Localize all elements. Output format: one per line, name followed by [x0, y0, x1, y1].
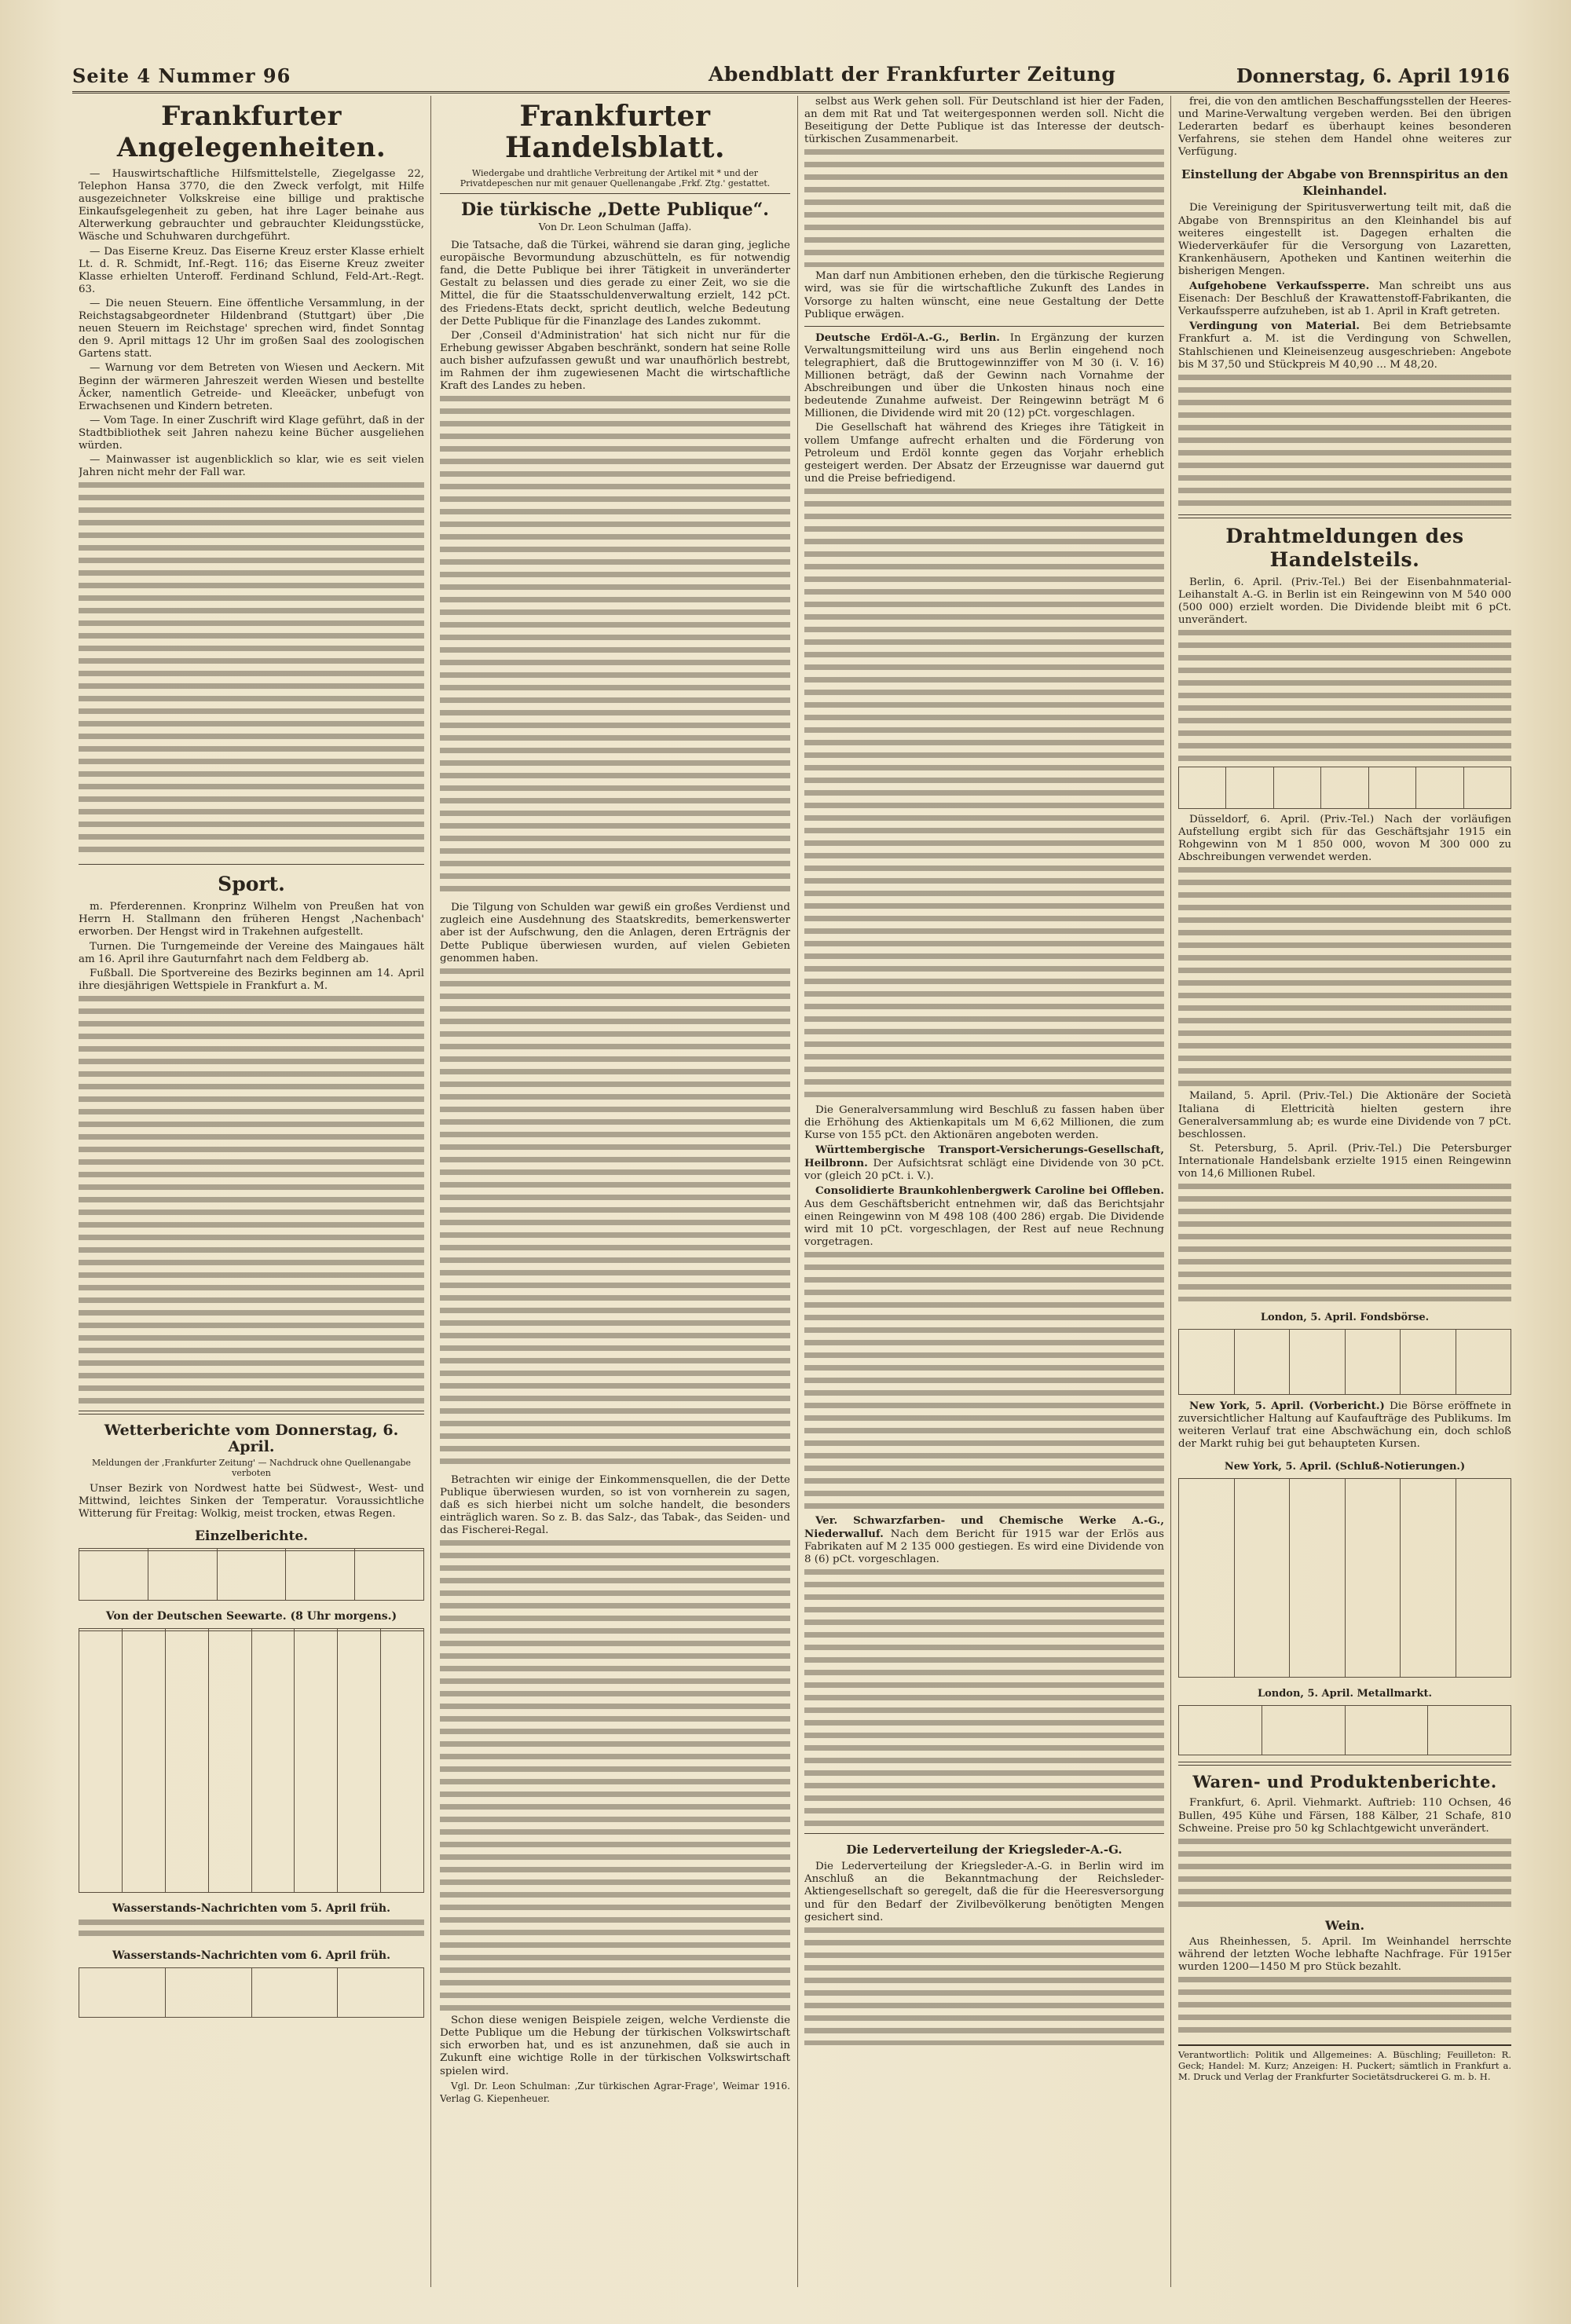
- seewarte-table: [79, 1628, 424, 1893]
- text-filler: [440, 968, 790, 1471]
- divider: [79, 864, 424, 865]
- article-paragraph: Betrachten wir einige der Einkommensquellen, die der Dette Publique überwiesen wurden, so ist von vornherein zu sagen, daß es sich hierbei nicht um solche handelt, die besonders einträglich waren. So z. B. das Salz-, das Tabak-, das Seiden- und das Fischerei-Regal.: [440, 1473, 790, 1537]
- article-paragraph: — Vom Tage. In einer Zuschrift wird Klage geführt, daß in der Stadtbibliothek seit Jahren nahezu keine Bücher ausgeliehen würden.: [79, 414, 424, 452]
- text-filler: [1178, 1184, 1511, 1301]
- text-filler: [1178, 867, 1511, 1087]
- article-paragraph: selbst aus Werk gehen soll. Für Deutschland ist hier der Faden, an dem mit Rat und Tat weitergesponnen werden soll. Nicht die Beseitigung der Dette Publique ist das Interesse der deutsch-türkischen Zusammenarbeit.: [804, 96, 1164, 146]
- company-text: Aus dem Geschäftsbericht entnehmen wir, daß das Berichtsjahr einen Reingewinn von M 498 108 (400 286) ergab. Die Dividende wird mit 10 pCt. vorgeschlagen, der Rest auf neue Rechnung vorgetragen.: [804, 1198, 1164, 1248]
- article-paragraph: Die Generalversammlung wird Beschluß zu fassen haben über die Erhöhung des Aktienkapitals um M 6,62 Millionen, die zum Kurse von 155 pCt. den Aktionären angeboten werden.: [804, 1103, 1164, 1142]
- divider: [804, 326, 1164, 327]
- text-filler: [440, 1540, 790, 2011]
- text-filler: [1178, 1977, 1511, 2040]
- market-report: Aus Rheinhessen, 5. April. Im Weinhandel herrschte während der letzten Woche lebhafte Nachfrage. Für 1915er wurden 1200—1450 M pro Stück bezahlt.: [1178, 1935, 1511, 1973]
- text-filler: [79, 1920, 424, 1940]
- article-paragraph: Man darf nun Ambitionen erheben, den die türkische Regierung wird, was sie für die wirtschaftliche Zukunft des Landes in Vorsorge zu halten wünscht, eine neue Gestaltung der Dette Publique erwägen.: [804, 270, 1164, 320]
- wasserstand-table: [79, 1967, 424, 2018]
- column-rule: [430, 96, 431, 2287]
- text-filler: [1178, 1839, 1511, 1909]
- text-filler: [804, 1569, 1164, 1828]
- company-text: Der Aufsichtsrat schlägt eine Dividende von 30 pCt. vor (gleich 20 pCt. i. V.).: [804, 1158, 1164, 1183]
- article-paragraph: — Hauswirtschaftliche Hilfsmittelstelle, Ziegelgasse 22, Telephon Hansa 3770, die den Zweck verfolgt, mit Hilfe ausgezeichneter Volkskreise eine billige und praktische Einkaufsgelegenheit zu geben, hat ihre Lager beinahe aus Alterwerkung gebrauchter und gebrauchter Kleidungsstücke, Wäsche und Schuhwaren durchgeführt.: [79, 168, 424, 243]
- company-heading: Ver. Schwarzfarben- und Chemische Werke A.-G., Niederwalluf.: [804, 1513, 1164, 1540]
- wire-report: Mailand, 5. April. (Priv.-Tel.) Die Aktionäre der Società Italiana di Elettricità hielten gestern ihre Generalversammlung ab; es wurde eine Dividende von 7 pCt. beschlossen.: [1178, 1090, 1511, 1140]
- text-filler: [804, 1927, 1164, 2045]
- article-paragraph: Der ‚Conseil d'Administration' hat sich nicht nur für die Erhebung gewisser Abgaben beschränkt, sondern hat seine Rolle auch bisher aufzufassen gewußt und war unaufhörlich bestrebt, im Rahmen der ihm zugewiesenen Macht die wirtschaftliche Kraft des Landes zu heben.: [440, 329, 790, 393]
- divider: [804, 1833, 1164, 1834]
- metal-table: [1178, 1705, 1511, 1755]
- article-paragraph: — Mainwasser ist augenblicklich so klar, wie es seit vielen Jahren nicht mehr der Fall war.: [79, 454, 424, 479]
- article-paragraph: Die Tilgung von Schulden war gewiß ein großes Verdienst und zugleich eine Ausdehnung des Staatskredits, bemerkenswerter aber ist der Aufschwung, den die Anlagen, deren Erträgnis der Dette Publique überwiesen wurden, auf vielen Gebieten genommen haben.: [440, 902, 790, 964]
- wasserstand-title-2: Wasserstands-Nachrichten vom 6. April früh.: [112, 1949, 390, 1963]
- article-paragraph: m. Pferderennen. Kronprinz Wilhelm von Preußen hat von Herrn H. Stallmann den früheren Hengst ‚Nachenbach' erworben. Der Hengst wird in Trakehnen aufgestellt.: [79, 901, 424, 939]
- source-note: Vgl. Dr. Leon Schulman: ‚Zur türkischen Agrar-Frage', Weimar 1916. Verlag G. Kiepenheuer.: [440, 2080, 790, 2104]
- ny-table: [1178, 1478, 1511, 1678]
- london-title: London, 5. April. Fondsbörse.: [1260, 1312, 1430, 1324]
- divider: [440, 193, 790, 194]
- article-text: Man schreibt uns aus Eisenach: Der Beschluß der Krawattenstoff-Fabrikanten, die Verkaufssperre aufzuheben, ist ab 1. April in Kraft getreten.: [1178, 280, 1511, 318]
- company-text: Nach dem Bericht für 1915 war der Erlös aus Fabrikaten auf M 2 135 000 gestiegen. Es wird eine Dividende von 8 (6) pCt. vorgeschlagen.: [804, 1528, 1164, 1566]
- sport-title: Sport.: [218, 873, 285, 896]
- wire-report: Düsseldorf, 6. April. (Priv.-Tel.) Nach der vorläufigen Aufstellung ergibt sich für das Geschäftsjahr 1915 ein Rohgewinn von M 1 850 000, wovon M 300 000 zu Abschreibungen verwendet werden.: [1178, 814, 1511, 864]
- article-paragraph: — Das Eiserne Kreuz. Das Eiserne Kreuz erster Klasse erhielt Lt. d. R. Schmidt, Inf.-Regt. 116; das Eiserne Kreuz zweiter Klasse erhielten Unteroff. Ferdinand Schlund, Feld-Art.-Regt. 63.: [79, 245, 424, 295]
- article-heading: New York, 5. April. (Vorbericht.): [1189, 1400, 1385, 1413]
- text-filler: [804, 149, 1164, 267]
- wein-title: Wein.: [1324, 1917, 1365, 1933]
- company-heading: Württembergische Transport-Versicherungs-Gesellschaft, Heilbronn.: [804, 1144, 1164, 1170]
- company-text: In Ergänzung der kurzen Verwaltungsmitteilung wird uns aus Berlin eingehend noch telegraphiert, daß die Bruttogewinnziffer von M 30 (i. V. 16) Millionen beträgt, daß der Gewinn nach Vornahme der Abschreibungen und über die Unkosten hinaus noch eine bedeutende Zunahme aufweist. Der Reingewinn beträgt M 6 Millionen, die Dividende wird mit 20 (12) pCt. vorgeschlagen.: [804, 331, 1164, 420]
- newspaper-title: Abendblatt der Frankfurter Zeitung: [709, 63, 1116, 86]
- text-filler: [804, 489, 1164, 1101]
- divider: [1178, 1762, 1511, 1766]
- company-heading: Consolidierte Braunkohlenbergwerk Caroline bei Offleben.: [815, 1184, 1164, 1198]
- article-paragraph: Die Vereinigung der Spiritusverwertung teilt mit, daß die Abgabe von Brennspiritus an den Kleinhandel bis auf weiteres eingestellt ist. Dagegen erhalten die Wiederverkäufer für die Versorgung von Lazaretten, Krankenhäusern, Apotheken und Kantinen weiterhin die bisherigen Mengen.: [1178, 202, 1511, 277]
- article-paragraph: Schon diese wenigen Beispiele zeigen, welche Verdienste die Dette Publique um die Hebung der türkischen Volkswirtschaft sich erworben hat, und es ist anzunehmen, daß sie auch in Zukunft eine wichtige Rolle in der türkischen Volkswirtschaft spielen wird.: [440, 2015, 790, 2077]
- article-paragraph: Die Lederverteilung der Kriegsleder-A.-G. in Berlin wird im Anschluß an die Bekanntmachung der Reichsleder-Aktiengesellschaft so geregelt, daß die für die Heeresversorgung und für den Bedarf der Zivilbevölkerung benötigten Mengen gesichert sind.: [804, 1861, 1164, 1923]
- imprint: Verantwortlich: Politik und Allgemeines: A. Büschling; Feuilleton: R. Geck; Handel: M. Kurz; Anzeigen: H. Puckert; sämtlich in Frankfurt a. M. Druck und Verlag der Frankfurter Societätsdruckerei G. m. b. H.: [1178, 2044, 1511, 2082]
- text-filler: [1178, 375, 1511, 508]
- divider: [1178, 514, 1511, 518]
- article-heading: Aufgehobene Verkaufssperre.: [1189, 280, 1370, 293]
- column-rule: [1170, 96, 1171, 2287]
- text-filler: [79, 996, 424, 1404]
- section-title: Frankfurter Angelegenheiten.: [116, 101, 386, 163]
- byline: Von Dr. Leon Schulman (Jaffa).: [538, 221, 692, 232]
- divider: [79, 1411, 424, 1415]
- article-paragraph: Fußball. Die Sportvereine des Bezirks beginnen am 14. April ihre diesjährigen Wettspiele in Frankfurt a. M.: [79, 967, 424, 992]
- article-title: Die Lederverteilung der Kriegsleder-A.-G.: [846, 1843, 1122, 1857]
- article-text: Bei dem Betriebsamte Frankfurt a. M. ist die Verdingung von Schwellen, Stahlschienen und Kleineisenzeug ausgeschrieben: Angebote bis M 37,50 und Stückpreis M 40,90 ... M 48,20.: [1178, 320, 1511, 371]
- column-handelsblatt: [440, 96, 790, 2295]
- column-local-news: [79, 96, 424, 2295]
- wire-report: Berlin, 6. April. (Priv.-Tel.) Bei der Eisenbahnmaterial-Leihanstalt A.-G. in Berlin ist ein Reingewinn von M 540 000 (500 000) erzielt worden. Die Dividende bleibt mit 6 pCt. unverändert.: [1178, 576, 1511, 626]
- company-heading: Deutsche Erdöl-A.-G., Berlin.: [815, 331, 1000, 344]
- column-rule: [797, 96, 798, 2287]
- article-heading: Verdingung von Material.: [1189, 320, 1360, 333]
- article-paragraph: — Warnung vor dem Betreten von Wiesen und Aeckern. Mit Beginn der wärmeren Jahreszeit werden Wiesen und bestellte Äcker, namentlich Getreide- und Kleeäcker, unbefugt von Erwachsenen und Kindern betreten.: [79, 362, 424, 412]
- metal-title: London, 5. April. Metallmarkt.: [1257, 1688, 1433, 1700]
- column-market-reports: [1178, 96, 1511, 2295]
- article-paragraph: frei, die von den amtlichen Beschaffungsstellen der Heeres- und Marine-Verwaltung vergeben werden. Bei den übrigen Lederarten bedarf es überhaupt keines besonderen Verfahrens, sie stehen dem Handel ohne weiteres zur Verfügung.: [1178, 96, 1511, 159]
- article-text: Die Börse eröffnete in zuversichtlicher Haltung auf Kaufaufträge des Publikums. Im weiteren Verlauf trat eine Abschwächung ein, doch schloß der Markt ruhig bei gut behaupteten Kursen.: [1178, 1400, 1511, 1451]
- text-filler: [79, 482, 424, 859]
- masthead: [72, 61, 1510, 93]
- text-filler: [440, 396, 790, 898]
- weather-note: Meldungen der ‚Frankfurter Zeitung' — Nachdruck ohne Quellenangabe verboten: [91, 1457, 412, 1478]
- market-report: Frankfurt, 6. April. Viehmarkt. Auftrieb: 110 Ochsen, 46 Bullen, 495 Kühe und Färsen, 188 Kälber, 21 Schafe, 810 Schweine. Preise pro 50 kg Schlachtgewicht unverändert.: [1178, 1797, 1511, 1835]
- weather-text: Unser Bezirk von Nordwest hatte bei Südwest-, West- und Mittwind, leichtes Sinken der Temperatur. Voraussichtliche Witterung für Freitag: Wolkig, meist trocken, etwas Regen.: [79, 1482, 424, 1521]
- einzel-title: Einzelberichte.: [194, 1528, 309, 1545]
- reprint-note: Wiedergabe und drahtliche Verbreitung der Artikel mit * und der Privatdepeschen nur mit genauer Quellenangabe ‚Frkf. Ztg.' gestattet.: [460, 168, 771, 188]
- wire-report: St. Petersburg, 5. April. (Priv.-Tel.) Die Petersburger Internationale Handelsbank erzielte 1915 einen Reingewinn von 14,6 Millionen Rubel.: [1178, 1142, 1511, 1180]
- column-company-news: [804, 96, 1164, 2295]
- stock-table: [1178, 767, 1511, 809]
- article-title: Die türkische „Dette Publique“.: [461, 199, 769, 220]
- wasserstand-title-1: Wasserstands-Nachrichten vom 5. April früh.: [112, 1902, 390, 1916]
- article-title: Einstellung der Abgabe von Brennspiritus an den Kleinhandel.: [1181, 167, 1508, 199]
- weather-table: [79, 1548, 424, 1601]
- page-number: Seite 4 Nummer 96: [72, 64, 291, 87]
- article-paragraph: Turnen. Die Turngemeinde der Vereine des Maingaues hält am 16. April ihre Gauturnfahrt nach dem Feldberg ab.: [79, 940, 424, 965]
- weather-title: Wetterberichte vom Donnerstag, 6. April.: [104, 1421, 399, 1455]
- ny-table-title: New York, 5. April. (Schluß-Notierungen.): [1224, 1461, 1466, 1473]
- section-title: Frankfurter Handelsblatt.: [505, 100, 725, 164]
- issue-date: Donnerstag, 6. April 1916: [1236, 64, 1510, 87]
- text-filler: [804, 1252, 1164, 1511]
- article-paragraph: — Die neuen Steuern. Eine öffentliche Versammlung, in der Reichstagsabgeordneter Hildenbrand (Stuttgart) über ‚Die neuen Steuern im Reichstage' sprechen wird, findet Sonntag den 9. April mittags 12 Uhr im großen Saal des zoologischen Gartens statt.: [79, 297, 424, 360]
- article-paragraph: Die Gesellschaft hat während des Krieges ihre Tätigkeit in vollem Umfange aufrecht erhalten und die Förderung von Petroleum und Erdöl konnte gegen das Vorjahr erheblich gesteigert werden. Der Absatz der Erzeugnisse war dauernd gut und die Preise befriedigend.: [804, 422, 1164, 485]
- seewarte-title: Von der Deutschen Seewarte. (8 Uhr morgens.): [105, 1610, 397, 1623]
- waren-title: Waren- und Produktenberichte.: [1192, 1772, 1497, 1792]
- london-table: [1178, 1329, 1511, 1395]
- article-paragraph: Die Tatsache, daß die Türkei, während sie daran ging, jegliche europäische Bevormundung abzuschütteln, es für notwendig fand, die Dette Publique bei ihrer Tätigkeit in unveränderter Gestalt zu belassen und dies gerade zu einer Zeit, wo sie die Mittel, die für die Staatsschuldenverwaltung erzielt, 142 pCt. des Friedens-Etats deckt, spricht deutlich, welche Bedeutung der Dette Publique für die Finanzlage des Landes zukommt.: [440, 240, 790, 328]
- wire-title: Drahtmeldungen des Handelsteils.: [1225, 524, 1464, 571]
- text-filler: [1178, 630, 1511, 763]
